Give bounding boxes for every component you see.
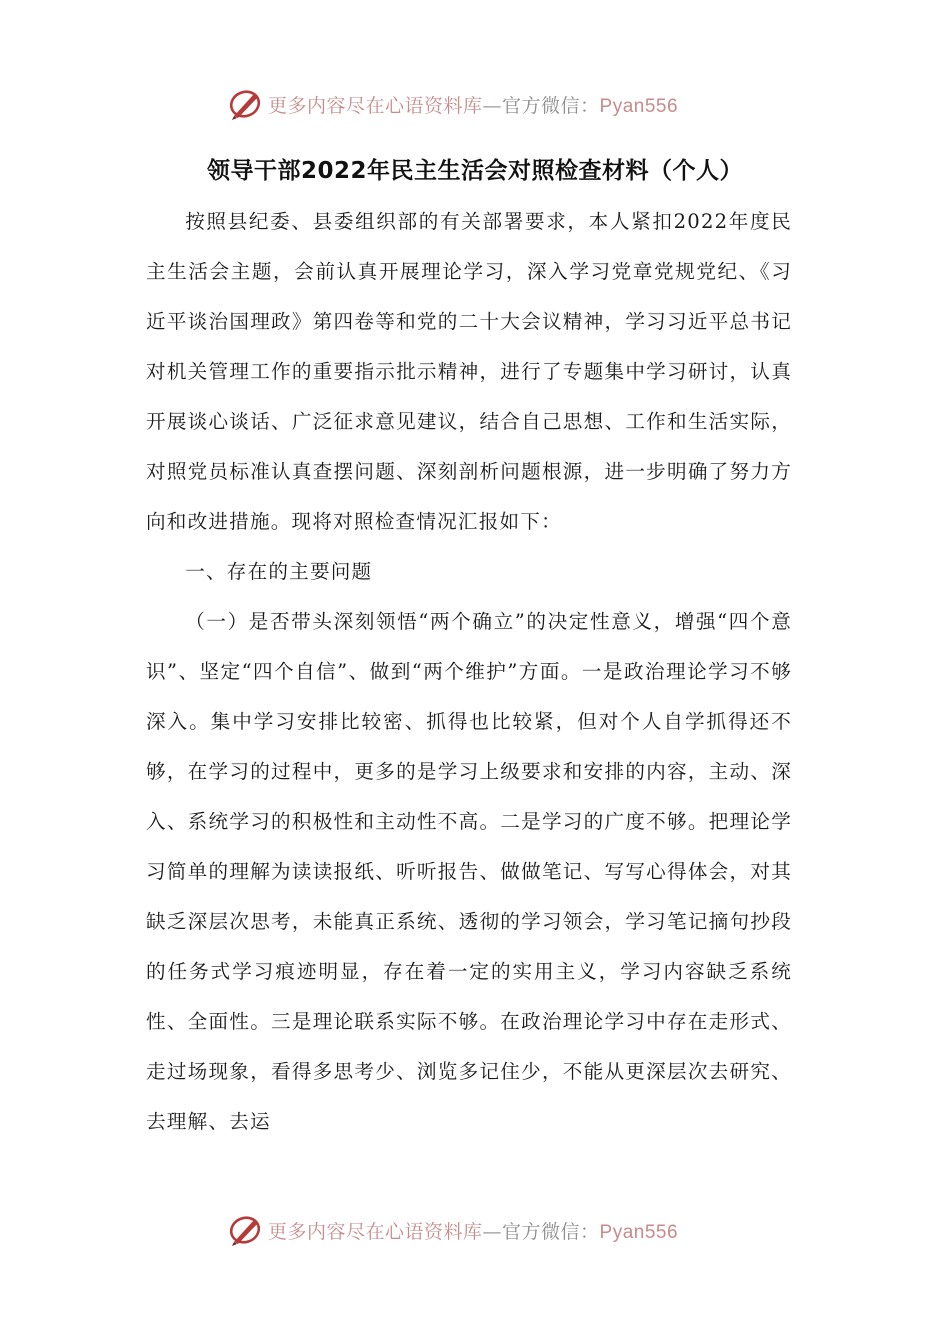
section-heading-main-problems: 一、存在的主要问题 — [185, 560, 373, 583]
watermark-brand-text: 更多内容尽在心语资料库 — [268, 1220, 483, 1243]
watermark-official-label: 官方微信： — [502, 1220, 600, 1243]
watermark-brand-text: 更多内容尽在心语资料库 — [268, 94, 483, 117]
watermark-dash: — — [482, 1220, 503, 1243]
document-title: 领导干部2022年民主生活会对照检查材料（个人） — [206, 158, 743, 184]
watermark-wechat-id: Pyan556 — [599, 1221, 679, 1243]
watermark-header — [228, 84, 678, 124]
paragraph-problem-one: （一）是否带头深刻领悟“两个确立”的决定性意义，增强“四个意识”、坚定“四个自信”、做到“两个维护”方面。一是政治理论学习不够深入。集中学习安排比较密、抓得也比较紧，但对个人自学抓得还不够，在学习的过程中，更多的是学习上级要求和安排的内容，主动、深入、系统学习的积极性和主动性不高。二是学习的广度不够。把理论学习简单的理解为读读报纸、听听报告、做做笔记、写写心得体会，对其缺乏深层次思考，未能真正系统、透彻的学习领会，学习笔记摘句抄段的任务式学习痕迹明显，存在着一定的实用主义，学习内容缺乏系统性、全面性。三是理论联系实际不够。在政治理论学习中存在走形式、走过场现象，看得多思考少、浏览多记住少，不能从更深层次去研究、去理解、去运 — [146, 610, 792, 1133]
watermark-official-label: 官方微信： — [502, 94, 600, 117]
pen-logo-icon — [228, 1212, 264, 1248]
watermark-wechat-id: Pyan556 — [599, 95, 679, 117]
watermark-dash: — — [482, 94, 503, 117]
paragraph-intro: 按照县纪委、县委组织部的有关部署要求，本人紧扣2022年度民主生活会主题，会前认真开展理论学习，深入学习党章党规党纪、《习近平谈治国理政》第四卷等和党的二十大会议精神，学习习近平总书记对机关管理工作的重要指示批示精神，进行了专题集中学习研讨，认真开展谈心谈话、广泛征求意见建议，结合自己思想、工作和生活实际，对照党员标准认真查摆问题、深刻剖析问题根源，进一步明确了努力方向和改进措施。现将对照检查情况汇报如下： — [146, 210, 792, 533]
pen-logo-icon — [228, 86, 264, 122]
document-body — [146, 197, 792, 1147]
watermark-footer — [228, 1210, 678, 1250]
